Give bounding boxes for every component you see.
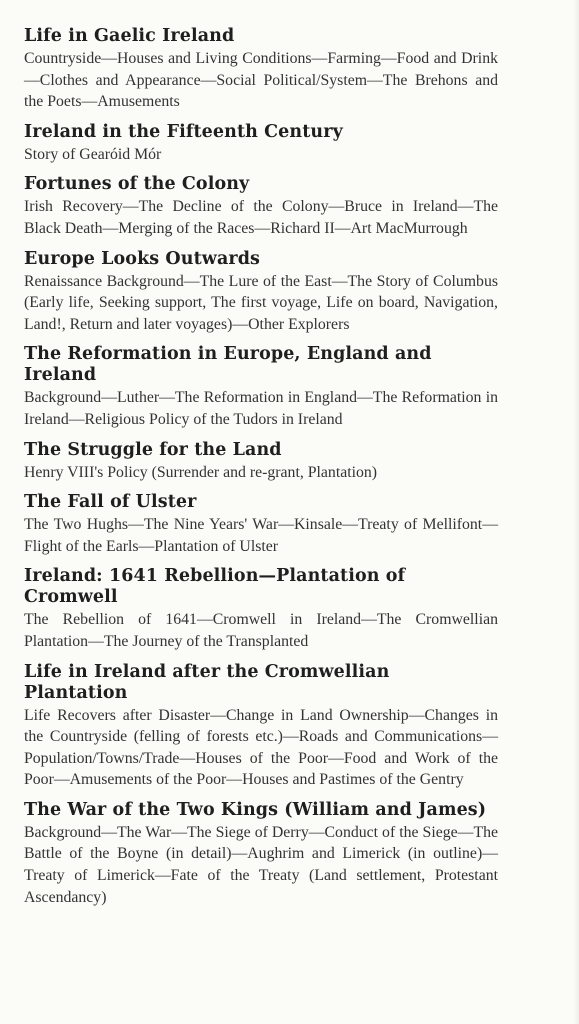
section-topics: Henry VIII's Policy (Surrender and re-grant, Plantation)	[24, 463, 378, 481]
section-topics: Renaissance Background—The Lure of the East—The Story of Columbus (Early life, Seeking support, The first voyage, Life on board, Navigation, Land!, Return and later voyages)—Other Explorers	[24, 272, 498, 333]
section-topics: Countryside—Houses and Living Conditions—Farming—Food and Drink—Clothes and Appearance—Social Political/System—The Brehons and the Poets—Amusements	[24, 50, 498, 111]
section-heading: Ireland: 1641 Rebellion—Plantation of Cromwell	[24, 566, 406, 608]
section-topics: Story of Gearóid Mór	[24, 145, 162, 163]
section-reformation	[24, 344, 498, 430]
section-europe-looks-outwards	[24, 249, 498, 336]
section-topics: The Rebellion of 1641—Cromwell in Ireland—The Cromwellian Plantation—The Journey of the Transplanted	[24, 611, 498, 650]
section-war-of-the-two-kings	[24, 800, 498, 908]
section-heading: Europe Looks Outwards	[24, 248, 260, 269]
section-topics: The Two Hughs—The Nine Years' War—Kinsale—Treaty of Mellifont—Flight of the Earls—Plantation of Ulster	[24, 516, 498, 555]
section-topics: Background—Luther—The Reformation in England—The Reformation in Ireland—Religious Policy of the Tudors in Ireland	[24, 389, 498, 428]
section-heading: The Reformation in Europe, England and Ireland	[24, 344, 432, 386]
section-heading: Ireland in the Fifteenth Century	[24, 121, 343, 142]
section-heading: Life in Gaelic Ireland	[24, 26, 235, 46]
section-heading: The Struggle for the Land	[24, 439, 282, 460]
section-fall-of-ulster	[24, 492, 498, 557]
section-after-cromwellian-plantation	[24, 662, 498, 791]
page-edge-shadow	[573, 0, 579, 1024]
section-heading: Fortunes of the Colony	[24, 174, 250, 195]
section-life-in-gaelic-ireland	[24, 26, 498, 113]
section-topics: Background—The War—The Siege of Derry—Conduct of the Siege—The Battle of the Boyne (in detail)—Aughrim and Limerick (in outline)—Treaty of Limerick—Fate of the Treaty (Land settlement, Protestant Ascendancy)	[24, 823, 498, 906]
section-struggle-for-the-land	[24, 440, 498, 484]
contents-list	[24, 26, 498, 917]
section-heading: The Fall of Ulster	[24, 492, 197, 513]
section-topics: Life Recovers after Disaster—Change in Land Ownership—Changes in the Countryside (felling of forests etc.)—Roads and Communications—Population/Towns/Trade—Houses of the Poor—Food and Work of the Poor—Amusements of the Poor—Houses and Pastimes of the Gentry	[24, 706, 498, 789]
section-fifteenth-century	[24, 122, 498, 166]
section-heading: The War of the Two Kings (William and James)	[24, 799, 487, 820]
section-heading: Life in Ireland after the Cromwellian Plantation	[24, 661, 390, 703]
section-1641-rebellion	[24, 566, 498, 652]
section-topics: Irish Recovery—The Decline of the Colony—Bruce in Ireland—The Black Death—Merging of the Races—Richard II—Art MacMurrough	[24, 198, 498, 237]
section-fortunes-of-the-colony	[24, 174, 498, 239]
